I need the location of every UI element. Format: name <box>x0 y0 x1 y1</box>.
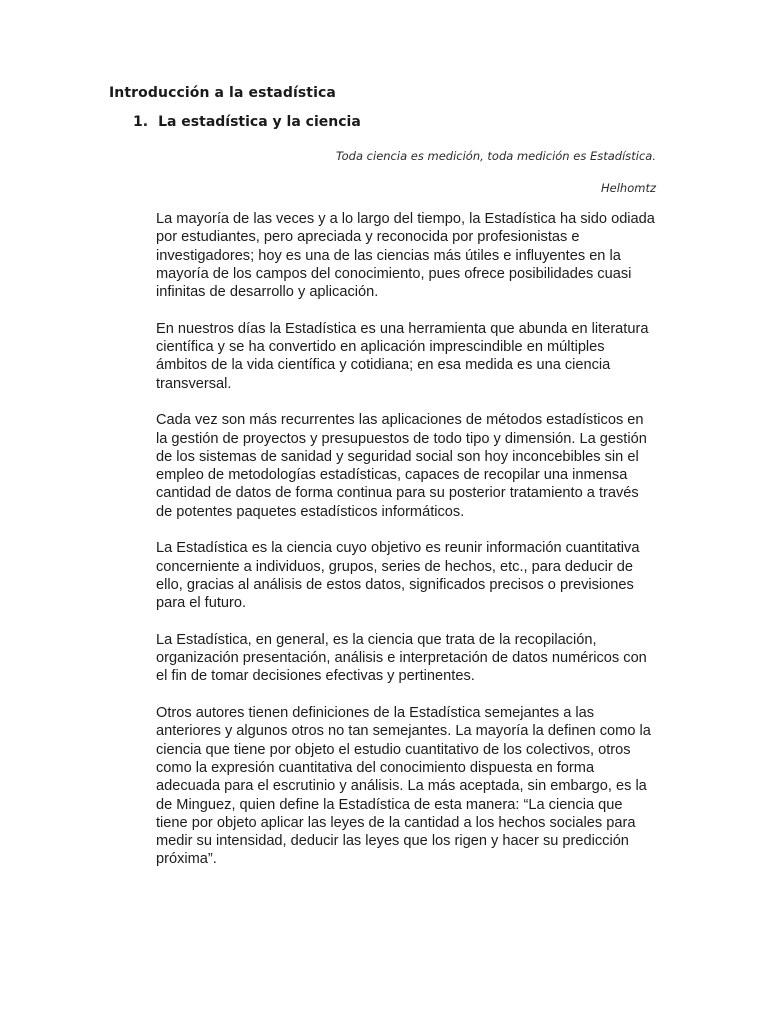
section-heading <box>133 114 361 130</box>
paragraph: En nuestros días la Estadística es una herramienta que abunda en literatura científica y se ha convertido en aplicación imprescindible en múltiples ámbitos de la vida científica y cotidiana; en esa medida es una ciencia transversal. <box>156 320 649 392</box>
paragraph: La Estadística, en general, es la ciencia que trata de la recopilación, organización presentación, análisis e interpretación de datos numéricos con el fin de tomar decisiones efectivas y pertinentes. <box>156 631 647 685</box>
paragraph: La Estadística es la ciencia cuyo objetivo es reunir información cuantitativa concerniente a individuos, grupos, series de hechos, etc., para deducir de ello, gracias al análisis de estos datos, significados precisos o previsiones para el futuro. <box>156 540 640 612</box>
section-number: 1. <box>133 114 149 130</box>
paragraph: Cada vez son más recurrentes las aplicaciones de métodos estadísticos en la gestión de proyectos y presupuestos de todo tipo y dimensión. La gestión de los sistemas de sanidad y seguridad social son hoy inconcebibles sin el empleo de metodologías estadísticas, capaces de recopilar una inmensa cantidad de datos de forma continua para su posterior tratamiento a través de potentes paquetes estadísticos informáticos. <box>156 412 647 520</box>
paragraph: La mayoría de las veces y a lo largo del tiempo, la Estadística ha sido odiada por estudiantes, pero apreciada y reconocida por profesionistas e investigadores; hoy es una de las ciencias más útiles e influyentes en la mayoría de los campos del conocimiento, pues ofrece posibilidades cuasi infinitas de desarrollo y aplicación. <box>156 211 655 301</box>
epigraph-quote: Toda ciencia es medición, toda medición es Estadística. <box>336 149 656 163</box>
epigraph-author: Helhomtz <box>601 181 656 195</box>
body-text <box>156 210 658 887</box>
document-title: Introducción a la estadística <box>109 85 336 101</box>
paragraph: Otros autores tienen definiciones de la Estadística semejantes a las anteriores y algunos otros no tan semejantes. La mayoría la definen como la ciencia que tiene por objeto el estudio cuantitativo de los colectivos, otros como la expresión cuantitativa del conocimiento dispuesta en forma adecuada para el escrutinio y análisis. La más aceptada, sin embargo, es la de Minguez, quien define la Estadística de esta manera: “La ciencia que tiene por objeto aplicar las leyes de la cantidad a los hechos sociales para medir su intensidad, deducir las leyes que los rigen y hacer su predicción próxima”. <box>156 705 651 868</box>
section-title: La estadística y la ciencia <box>158 114 361 130</box>
